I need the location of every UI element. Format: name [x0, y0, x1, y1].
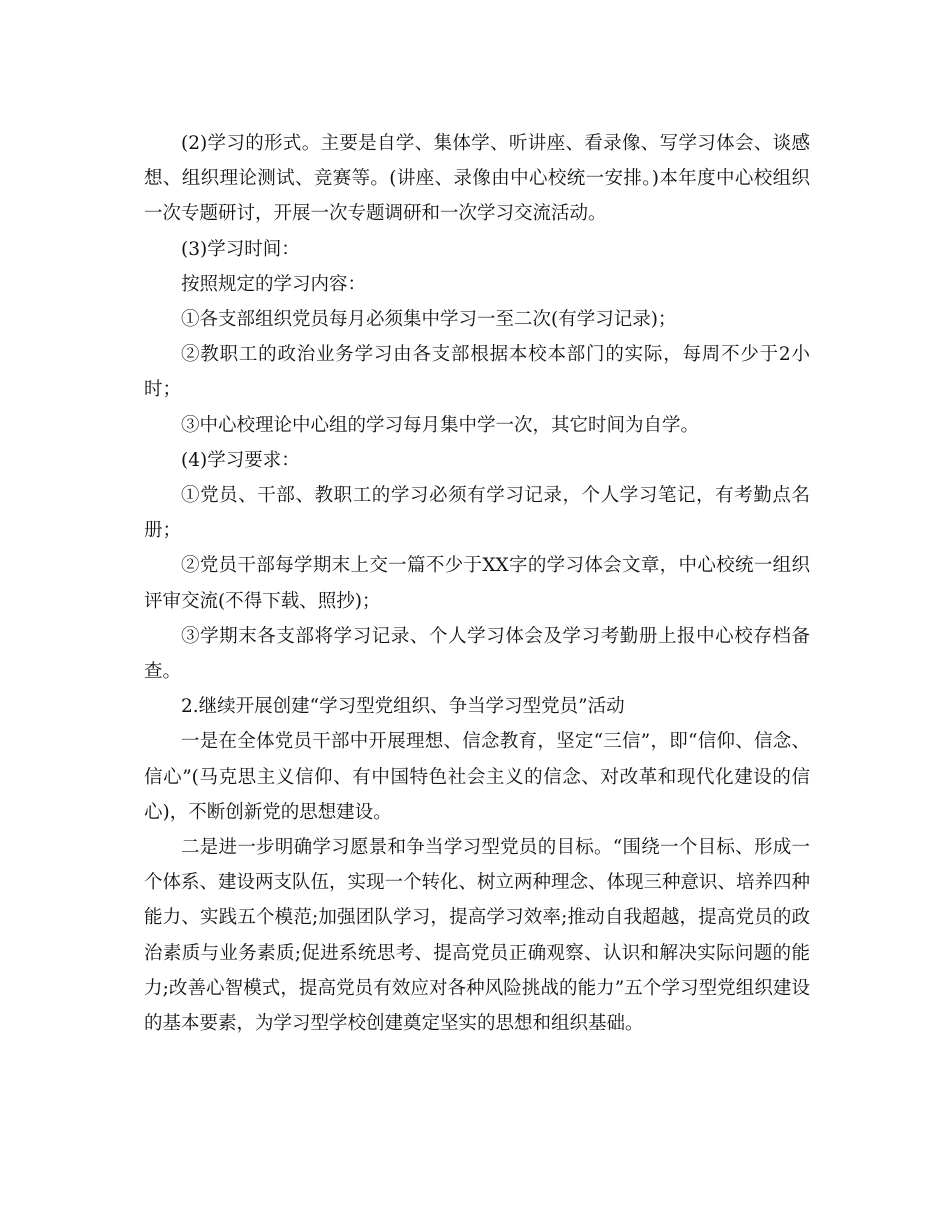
paragraph-study-content-intro: 按照规定的学习内容： [181, 273, 367, 295]
paragraph-study-requirements-heading: (4)学习要求： [181, 449, 300, 471]
paragraph-time-item-2: ②教职工的政治业务学习由各支部根据本校本部门的实际，每周不少于2小时； [144, 344, 810, 401]
paragraph-study-time-heading: (3)学习时间： [181, 238, 300, 260]
paragraph-requirement-item-1: ①党员、干部、教职工的学习必须有学习记录，个人学习笔记，有考勤点名册； [144, 485, 810, 542]
paragraph-second-point: 二是进一步明确学习愿景和争当学习型党员的目标。“围绕一个目标、形成一个体系、建设两支队伍，实现一个转化、树立两种理念、体现三种意识、培养四种能力、实践五个模范;加强团队学习，提高学习效率;推动自我超越，提高党员的政治素质与业务素质;促进系统思考、提高党员正确观察、认识和解决实际问题的能力;改善心智模式，提高党员有效应对各种风险挑战的能力”五个学习型党组织建设的基本要素，为学习型学校创建奠定坚实的思想和组织基础。 [144, 837, 811, 1035]
paragraph-time-item-1: ①各支部组织党员每月必须集中学习一至二次(有学习记录)； [181, 309, 677, 331]
paragraph-section-2-heading: 2.继续开展创建“学习型党组织、争当学习型党员”活动 [181, 696, 625, 718]
paragraph-first-point: 一是在全体党员干部中开展理想、信念教育，坚定“三信”，即“信仰、信念、信心”(马克思主义信仰、有中国特色社会主义的信念、对改革和现代化建设的信心)，不断创新党的思想建设。 [144, 731, 810, 823]
paragraph-time-item-3: ③中心校理论中心组的学习每月集中学一次，其它时间为自学。 [181, 414, 700, 436]
paragraph-requirement-item-2: ②党员干部每学期末上交一篇不少于XX字的学习体会文章，中心校统一组织评审交流(不得下载、照抄)； [144, 555, 810, 612]
document-body [144, 126, 810, 1041]
paragraph-requirement-item-3: ③学期末各支部将学习记录、个人学习体会及学习考勤册上报中心校存档备查。 [144, 625, 810, 683]
paragraph-study-form: (2)学习的形式。主要是自学、集体学、听讲座、看录像、写学习体会、谈感想、组织理论测试、竞赛等。(讲座、录像由中心校统一安排。)本年度中心校组织一次专题研讨，开展一次专题调研和一次学习交流活动。 [144, 133, 810, 225]
